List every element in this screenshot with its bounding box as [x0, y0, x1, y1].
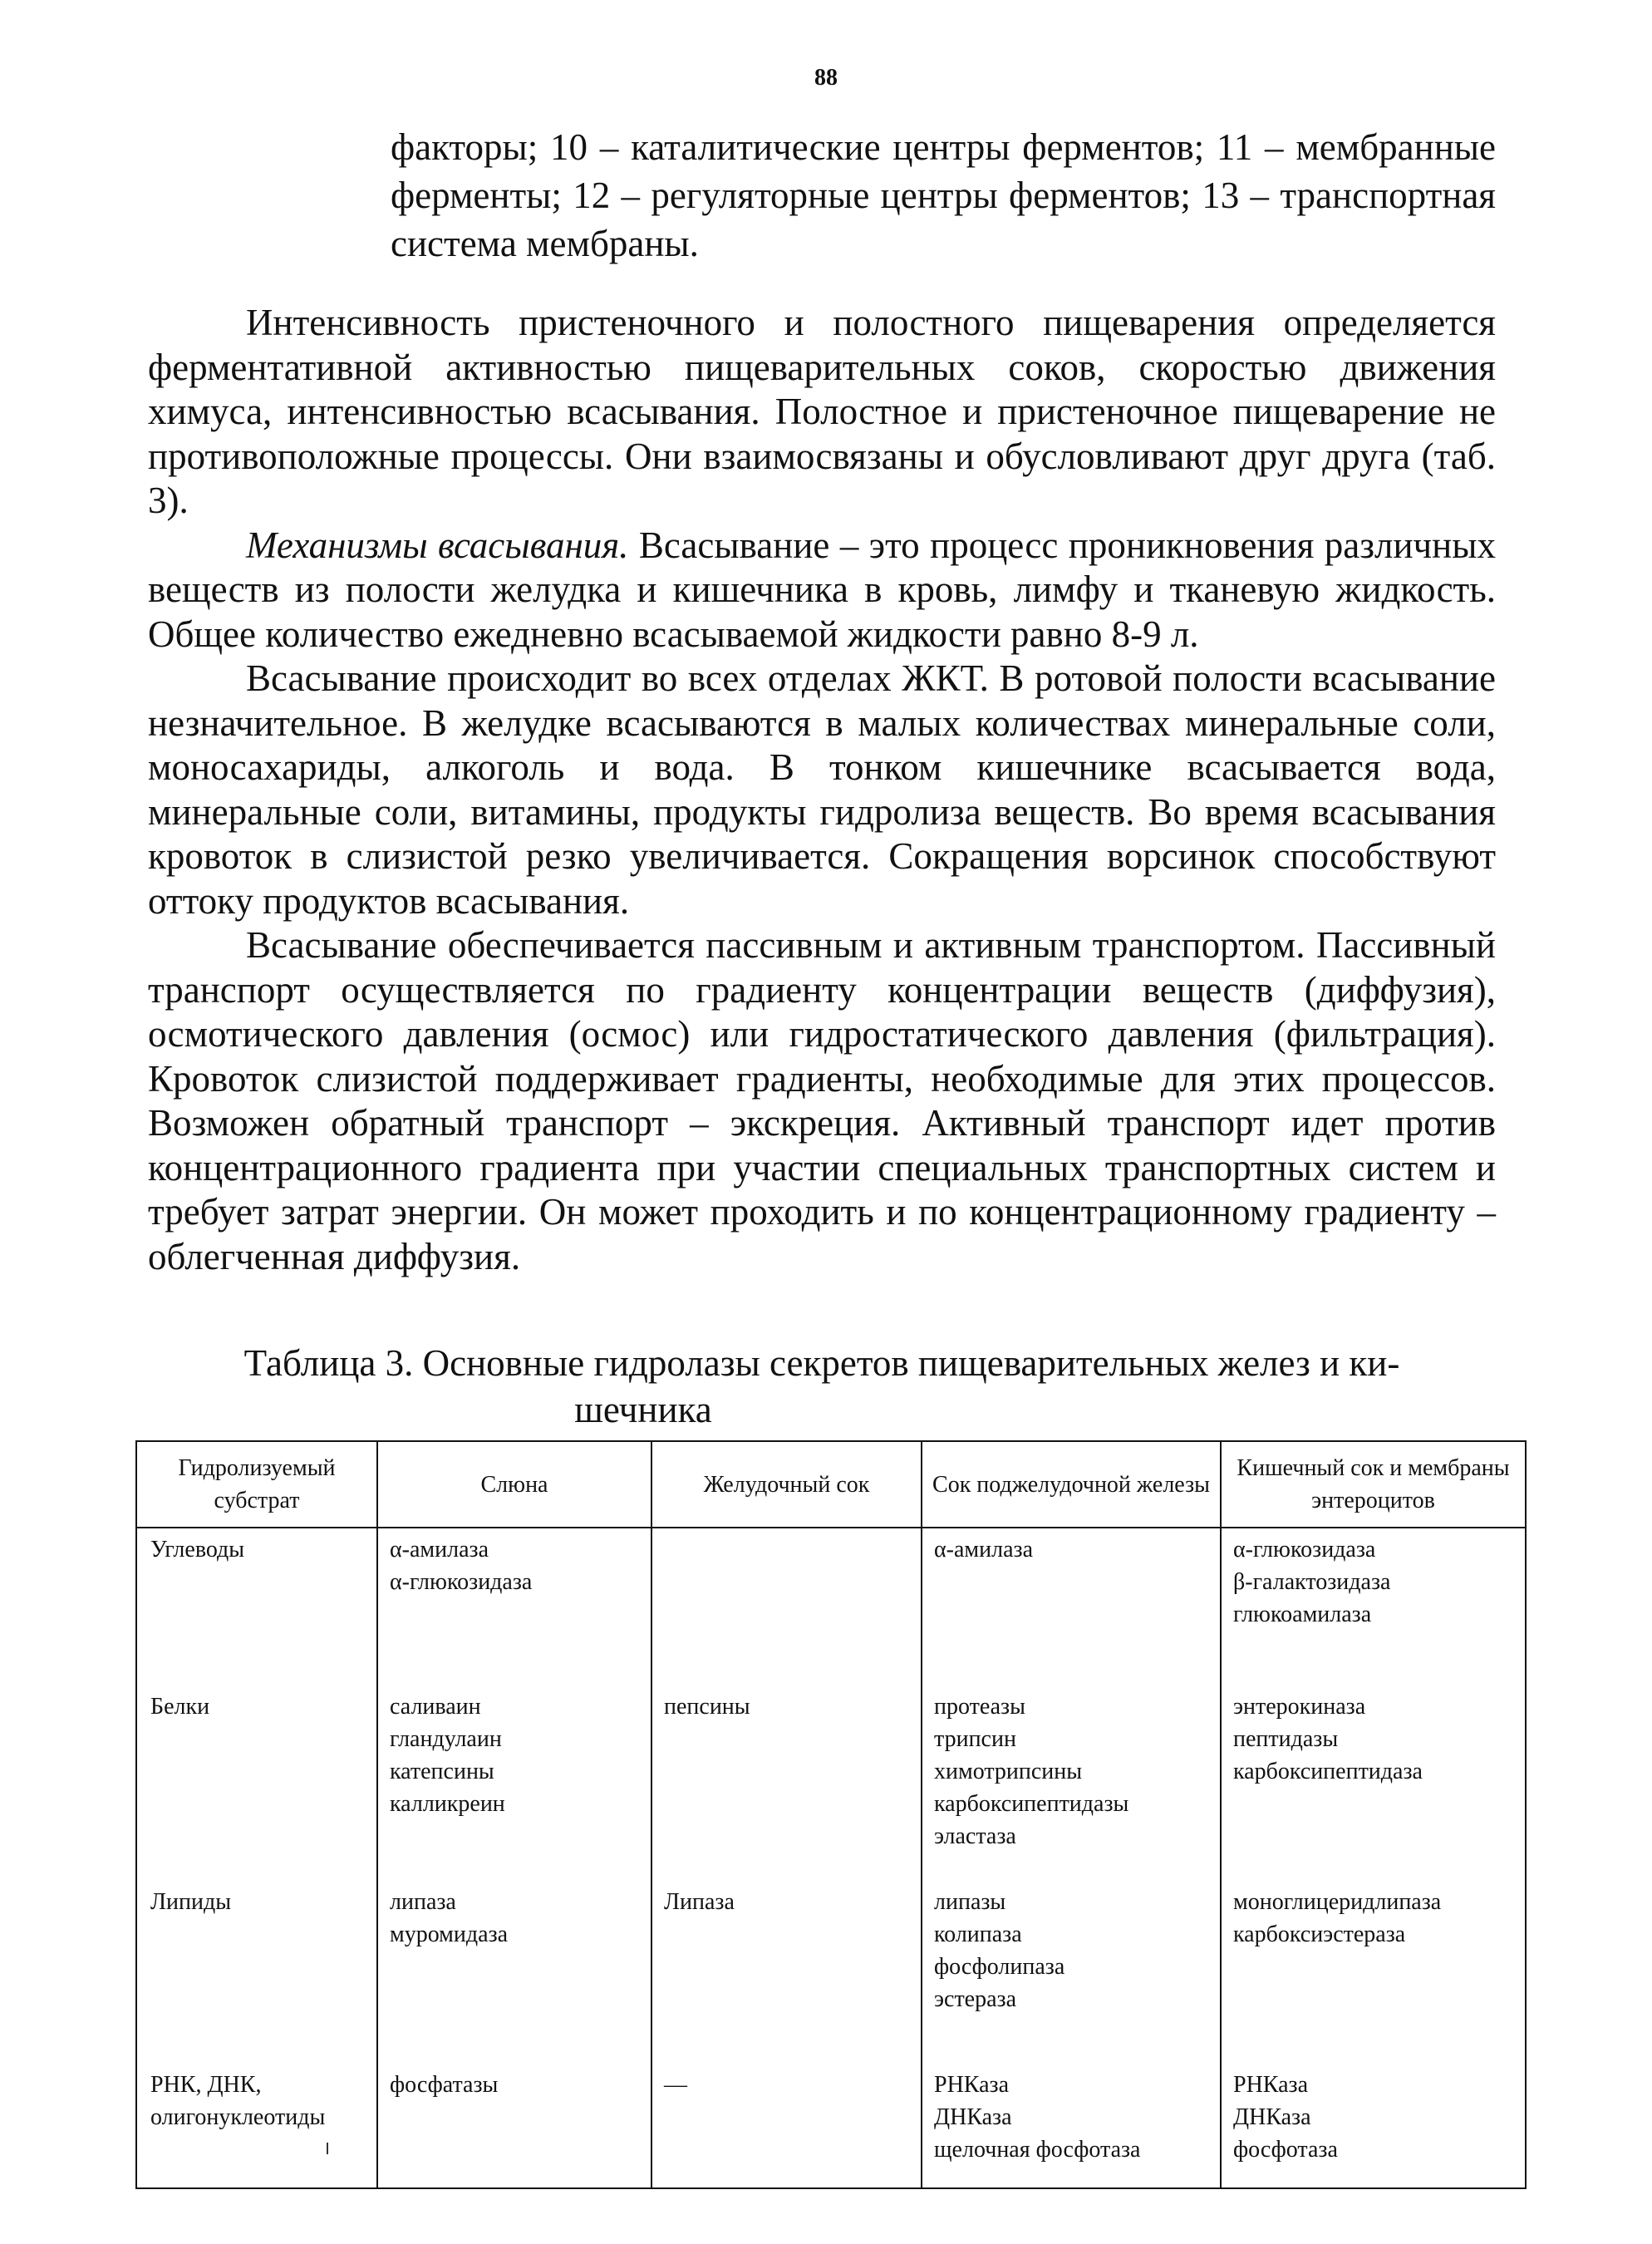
paragraph: Всасывание происходит во всех отделах ЖКТ. В ротовой полости всасывание незначительное. В желудке всасываются в малых количествах минеральные соли, моносахариды, алкоголь и вода. В тонком кишечнике всасывается вода, минеральные соли, витамины, продукты гидролиза веществ. Во время всасывания кровоток в слизистой резко увеличивается. Сокращения ворсинок способствуют оттоку продуктов всасывания.: [148, 657, 1496, 922]
enzyme-name: калликреин: [390, 1791, 505, 1817]
enzyme-name: карбоксипептидаза: [1233, 1759, 1423, 1784]
enzyme-name: моноглицеридлипаза: [1233, 1889, 1442, 1915]
enzyme-name: карбоксипептидазы: [934, 1791, 1129, 1817]
enzyme-name: α-глюкозидаза: [1233, 1537, 1376, 1562]
enzyme-name: —: [664, 2072, 687, 2098]
enzyme-name: пептидазы: [1233, 1726, 1339, 1752]
enzyme-name: липазы: [934, 1889, 1006, 1915]
table-title: [148, 1340, 1496, 1433]
saliva-cell: [377, 1685, 651, 1881]
substrate-cell: Белки: [136, 1685, 377, 1881]
saliva-cell: [377, 1881, 651, 2064]
figure-caption-continuation: факторы; 10 – каталитические центры ферментов; 11 – мембранные ферменты; 12 – регуляторные центры ферментов; 13 – транспортная система мембраны.: [391, 126, 1496, 264]
substrate-cell: Углеводы: [136, 1528, 377, 1685]
enzyme-name: глюкоамилаза: [1233, 1602, 1372, 1627]
enzyme-name: эстераза: [934, 1986, 1017, 2012]
pancreatic-cell: [922, 2064, 1221, 2188]
enzyme-name: гландулаин: [390, 1726, 502, 1752]
enzyme-name: РНКаза: [1233, 2072, 1309, 2098]
pancreatic-cell: [922, 1528, 1221, 1685]
paragraph-term: Механизмы всасывания.: [246, 524, 629, 566]
gastric-cell: [651, 1528, 922, 1685]
table-row: [136, 1685, 1526, 1881]
page-number: 88: [814, 65, 838, 91]
enzyme-name: пепсины: [664, 1694, 750, 1720]
enzyme-name: α-глюкозидаза: [390, 1569, 533, 1595]
enzyme-name: трипсин: [934, 1726, 1016, 1752]
enzyme-name: щелочная фосфотаза: [934, 2137, 1141, 2163]
enzyme-name: липаза: [390, 1889, 456, 1915]
column-header: Желудочный сок: [651, 1441, 922, 1528]
enzyme-name: энтерокиназа: [1233, 1694, 1366, 1720]
gastric-cell: [651, 2064, 922, 2188]
enzyme-name: протеазы: [934, 1694, 1025, 1720]
enzyme-name: фосфолипаза: [934, 1954, 1065, 1980]
enzyme-name: саливаин: [390, 1694, 481, 1720]
saliva-cell: [377, 1528, 651, 1685]
enzyme-name: фосфатазы: [390, 2072, 499, 2098]
substrate-cell: РНК, ДНК, олигонуклеотиды: [136, 2064, 377, 2188]
paragraph-text: Всасывание – это процесс проникновения различных веществ из полости желудка и кишечника в кровь, лимфу и тканевую жидкость. Общее количество ежедневно всасываемой жидкости равно 8-9 л.: [148, 524, 1496, 655]
table-row: [136, 1528, 1526, 1685]
enzyme-name: α-амилаза: [934, 1537, 1034, 1562]
enzyme-name: РНКаза: [934, 2072, 1010, 2098]
enzyme-name: фосфотаза: [1233, 2137, 1338, 2163]
enzyme-name: ДНКаза: [934, 2104, 1012, 2130]
pancreatic-cell: [922, 1685, 1221, 1881]
column-header: Кишечный сок и мембраны энтероцитов: [1221, 1441, 1526, 1528]
intestinal-cell: [1221, 1685, 1526, 1881]
enzyme-name: эластаза: [934, 1823, 1016, 1849]
enzyme-name: колипаза: [934, 1922, 1022, 1947]
column-header: Слюна: [377, 1441, 651, 1528]
intestinal-cell: [1221, 1528, 1526, 1685]
table-title-line: шечника: [574, 1389, 712, 1430]
enzyme-name: ДНКаза: [1233, 2104, 1311, 2130]
enzyme-name: муромидаза: [390, 1922, 509, 1947]
scan-mark: [327, 2143, 328, 2154]
paragraph: Всасывание обеспечивается пассивным и активным транспортом. Пассивный транспорт осуществляется по градиенту концентрации веществ (диффузия), осмотического давления (осмос) или гидростатического давления (фильтрация). Кровоток слизистой поддерживает градиенты, необходимые для этих процессов. Возможен обратный транспорт – экскреция. Активный транспорт идет против концентрационного градиента при участии специальных транспортных систем и требует затрат энергии. Он может проходить и по концентрационному градиенту – облегченная диффузия.: [148, 924, 1496, 1277]
table-row: [136, 2064, 1526, 2188]
saliva-cell: [377, 2064, 651, 2188]
paragraph: Интенсивность пристеночного и полостного пищеварения определяется ферментативной активностью пищеварительных соков, скоростью движения химуса, интенсивностью всасывания. Полостное и пристеночное пищеварение не противоположные процессы. Они взаимосвязаны и обусловливают друг друга (таб. 3).: [148, 302, 1496, 521]
intestinal-cell: [1221, 1881, 1526, 2064]
enzyme-name: β-галактозидаза: [1233, 1569, 1391, 1595]
table-row: [136, 1881, 1526, 2064]
enzyme-name: катепсины: [390, 1759, 494, 1784]
hydrolases-table: [135, 1440, 1527, 2189]
column-header: Сок поджелудочной железы: [922, 1441, 1221, 1528]
gastric-cell: [651, 1881, 922, 2064]
enzyme-name: карбоксиэстераза: [1233, 1922, 1406, 1947]
gastric-cell: [651, 1685, 922, 1881]
enzyme-name: α-амилаза: [390, 1537, 489, 1562]
column-header: Гидролизуемый субстрат: [136, 1441, 377, 1528]
substrate-cell: Липиды: [136, 1881, 377, 2064]
pancreatic-cell: [922, 1881, 1221, 2064]
intestinal-cell: [1221, 2064, 1526, 2188]
paragraph: [148, 524, 1496, 657]
enzyme-name: химотрипсины: [934, 1759, 1083, 1784]
body-text: [148, 301, 1496, 1279]
table-title-line: Таблица 3. Основные гидролазы секретов пищеварительных желез и ки-: [243, 1342, 1400, 1384]
table-header-row: [136, 1441, 1526, 1528]
enzyme-name: Липаза: [664, 1889, 735, 1915]
